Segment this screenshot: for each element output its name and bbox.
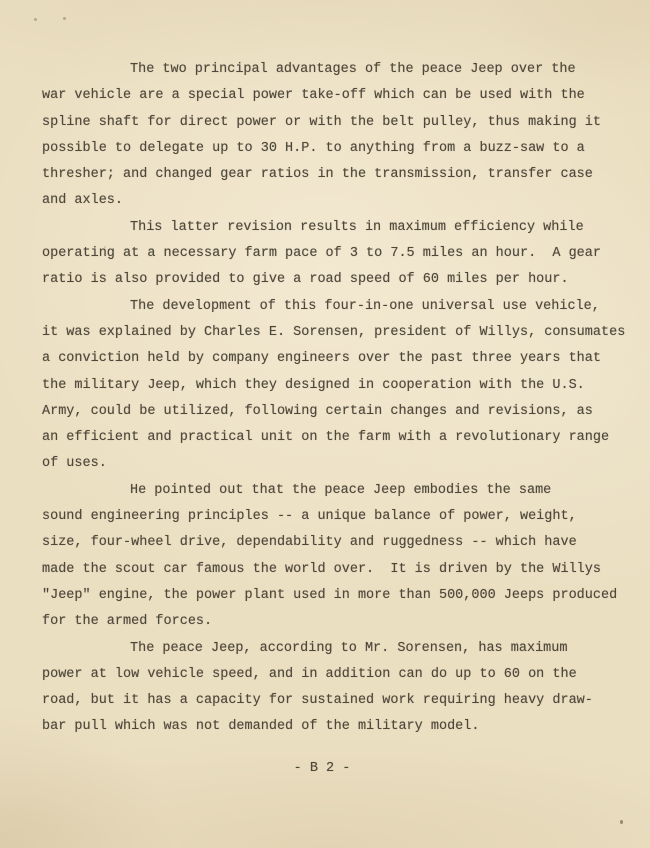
text-line: He pointed out that the peace Jeep embodies the same [130,482,552,498]
text-line: The peace Jeep, according to Mr. Sorensen, has maximum [130,640,568,656]
text-line: road, but it has a capacity for sustained work requiring heavy draw- [42,693,593,709]
text-line: it was explained by Charles E. Sorensen, president of Willys, consumates [42,324,626,340]
text-line: "Jeep" engine, the power plant used in more than 500,000 Jeeps produced [42,587,618,603]
paper-speck [34,18,37,21]
text-line: sound engineering principles -- a unique balance of power, weight, [42,509,577,525]
text-line: power at low vehicle speed, and in addition can do up to 60 on the [42,666,577,682]
text-line: made the scout car famous the world over. It is driven by the Willys [42,561,601,577]
text-line: spline shaft for direct power or with the belt pulley, thus making it [42,114,601,130]
text-line: an efficient and practical unit on the farm with a revolutionary range [42,430,610,446]
text-line: Army, could be utilized, following certain changes and revisions, as [42,403,593,419]
text-line: possible to delegate up to 30 H.P. to anything from a buzz-saw to a [42,140,585,156]
document-text [42,57,638,782]
text-line: ratio is also provided to give a road speed of 60 miles per hour. [42,272,569,288]
paragraph-3 [42,294,638,478]
paragraph-1 [42,57,638,215]
text-line: for the armed forces. [42,614,213,630]
text-line: thresher; and changed gear ratios in the transmission, transfer case [42,167,593,183]
text-line: bar pull which was not demanded of the military model. [42,719,480,735]
text-line: The two principal advantages of the peace Jeep over the [130,62,576,77]
paragraph-2 [42,215,638,294]
paragraph-4 [42,478,638,636]
text-line: the military Jeep, which they designed in cooperation with the U.S. [42,377,585,393]
page-number: - B 2 - [293,760,351,776]
paper-speck [63,17,66,20]
paper-speck [620,820,623,824]
text-line: The development of this four-in-one universal use vehicle, [130,298,600,314]
paragraph-5 [42,636,638,741]
text-line: size, four-wheel drive, dependability and ruggedness -- which have [42,535,577,551]
text-line: This latter revision results in maximum efficiency while [130,219,584,235]
text-line: of uses. [42,456,107,472]
text-line: and axles. [42,193,124,209]
text-line: operating at a necessary farm pace of 3 to 7.5 miles an hour. A gear [42,246,601,262]
text-line: a conviction held by company engineers over the past three years that [42,351,601,367]
text-line: war vehicle are a special power take-off which can be used with the [42,88,585,104]
